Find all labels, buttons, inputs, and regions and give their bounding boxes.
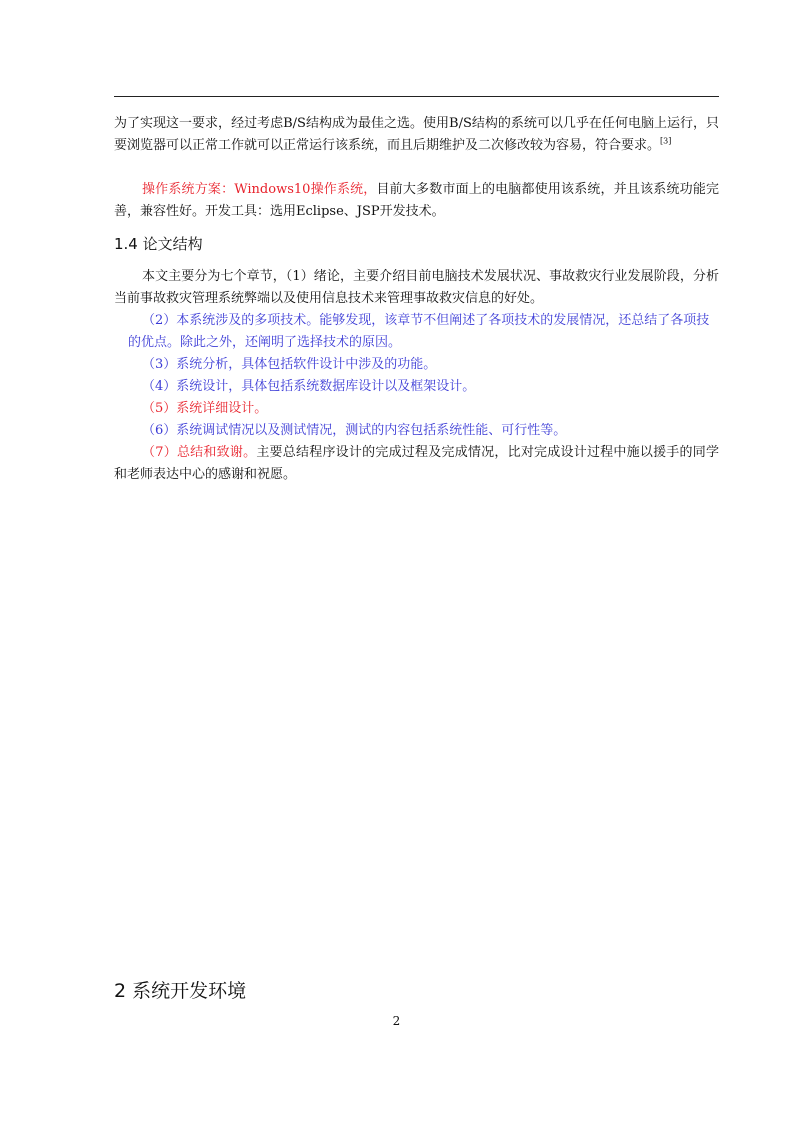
section-heading-1-4: 1.4 论文结构 bbox=[114, 235, 203, 253]
list-item-7-text bbox=[114, 445, 719, 482]
list-item-3: （3）系统分析，具体包括软件设计中涉及的功能。 bbox=[142, 357, 437, 372]
chapter-heading-2: 2 系统开发环境 bbox=[114, 980, 247, 1002]
header-rule bbox=[114, 96, 719, 97]
paragraph-os-plan bbox=[114, 179, 719, 223]
paragraph-text: 为了实现这一要求，经过考虑B/S结构成为最佳之选。使用B/S结构的系统可以几乎在任何电脑上运行，只要浏览器可以正常工作就可以正常运行该系统，而且后期维护及二次修改较为容易，符合要求。 bbox=[114, 116, 719, 153]
list-item-4: （4）系统设计，具体包括系统数据库设计以及框架设计。 bbox=[142, 379, 476, 394]
page-number: 2 bbox=[392, 1014, 401, 1028]
list-item-7-label: （7）总结和致谢。 bbox=[142, 445, 257, 460]
list-item-7 bbox=[114, 442, 719, 486]
list-item-7-rest: 主要总结程序设计的完成过程及完成情况，比对完成设计过程中施以援手的同学和老师表达中心的感谢和祝愿。 bbox=[114, 445, 719, 482]
list-item-5: （5）系统详细设计。 bbox=[142, 401, 268, 416]
os-plan-label: 操作系统方案：Windows10操作系统， bbox=[142, 182, 377, 197]
paragraph-bs-structure bbox=[114, 113, 719, 157]
paragraph-structure-intro: 本文主要分为七个章节，（1）绪论，主要介绍目前电脑技术发展状况、事故救灾行业发展阶段，分析当前事故救灾管理系统弊端以及使用信息技术来管理事故救灾信息的好处。 bbox=[114, 269, 719, 306]
reference-marker: [3] bbox=[660, 136, 672, 146]
list-item-6: （6）系统调试情况以及测试情况，测试的内容包括系统性能、可行性等。 bbox=[142, 423, 567, 438]
os-plan-text: 目前大多数市面上的电脑都使用该系统，并且该系统功能完善，兼容性好。开发工具：选用Eclipse、JSP开发技术。 bbox=[114, 182, 719, 219]
list-item-2: （2）本系统涉及的多项技术。能够发现，该章节不但阐述了各项技术的发展情况，还总结了各项技的优点。除此之外，还阐明了选择技术的原因。 bbox=[128, 313, 710, 350]
